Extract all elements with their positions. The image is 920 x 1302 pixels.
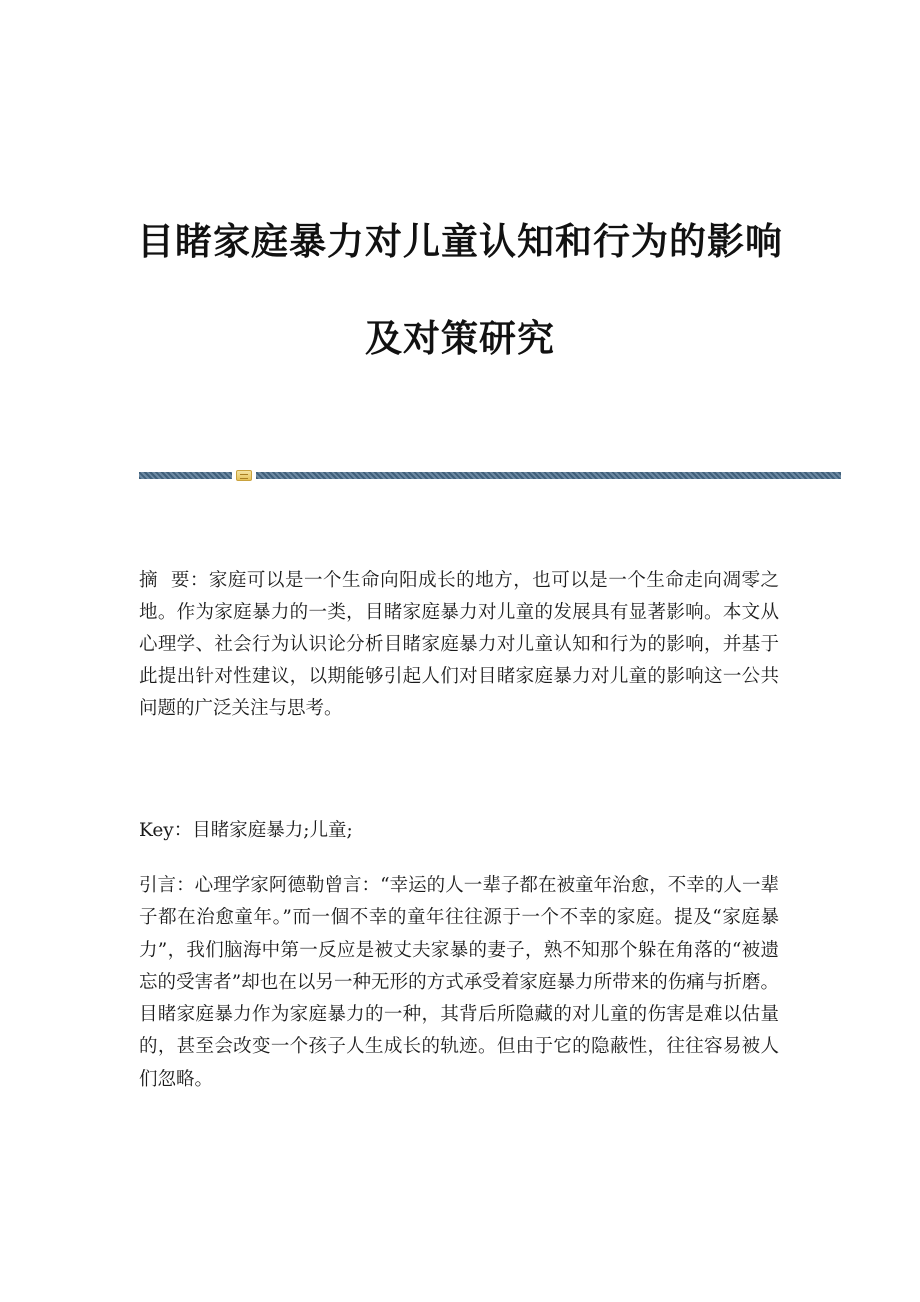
- intro-paragraph: [139, 870, 779, 1096]
- keywords-section: [139, 815, 779, 847]
- abstract-section: [139, 565, 779, 725]
- abstract-text: 家庭可以是一个生命向阳成长的地方，也可以是一个生命走向凋零之地。作为家庭暴力的一类，目睹家庭暴力对儿童的发展具有显著影响。本文从心理学、社会行为认识论分析目睹家庭暴力对儿童认知和行为的影响，并基于此提出针对性建议，以期能够引起人们对目睹家庭暴力对儿童的影响这一公共问题的广泛关注与思考。: [139, 570, 779, 719]
- title-line-2: 及对策研究: [365, 316, 555, 360]
- keywords-label: Key：: [139, 820, 193, 841]
- divider-bar-left: [139, 472, 232, 479]
- section-divider: [139, 470, 841, 480]
- keywords-paragraph: [139, 815, 779, 847]
- intro-section: [139, 870, 779, 1096]
- divider-ornament-icon: [236, 470, 252, 481]
- title-line-1: 目睹家庭暴力对儿童认知和行为的影响: [137, 219, 783, 263]
- abstract-paragraph: [139, 565, 779, 725]
- divider-bar-right: [256, 472, 841, 479]
- abstract-label: 摘 要：: [139, 570, 209, 591]
- keywords-text: 目睹家庭暴力;儿童;: [192, 820, 353, 841]
- intro-label: 引言：: [139, 875, 195, 896]
- intro-text: 心理学家阿德勒曾言：“幸运的人一辈子都在被童年治愈，不幸的人一辈子都在治愈童年。”而一個不幸的童年往往源于一个不幸的家庭。提及“家庭暴力”，我们脑海中第一反应是被丈夫家暴的妻子，熟不知那个躲在角落的“被遗忘的受害者”却也在以另一种无形的方式承受着家庭暴力所带来的伤痛与折磨。目睹家庭暴力作为家庭暴力的一种，其背后所隐藏的对儿童的伤害是难以估量的，甚至会改变一个孩子人生成长的轨迹。但由于它的隐蔽性，往往容易被人们忽略。: [139, 875, 779, 1090]
